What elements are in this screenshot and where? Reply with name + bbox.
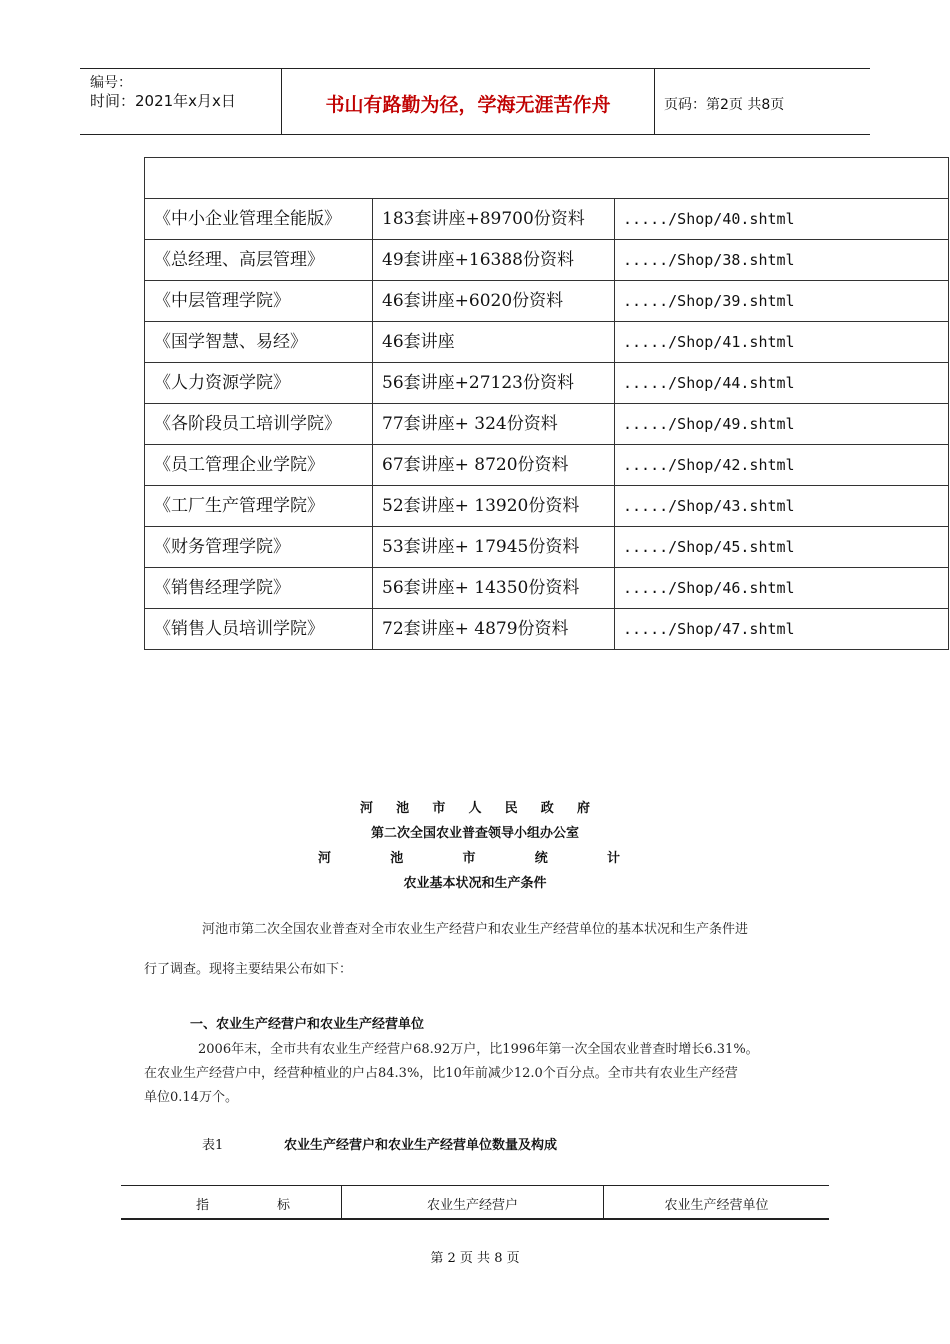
section-paragraph-line: 2006年末，全市共有农业生产经营户68.92万户，比1996年第一次全国农业普查时增长6.31%。 [198,1042,759,1057]
header-char: 标 [276,1198,290,1213]
title-char: 民 [504,801,518,816]
course-name: 《中小企业管理全能版》 [145,199,373,240]
course-link[interactable]: ...../Shop/39.shtml [615,281,949,322]
course-name: 《财务管理学院》 [145,527,373,568]
title-char: 池 [390,851,404,866]
course-content: 46套讲座 [373,322,615,363]
section-paragraph-line: 单位0.14万个。 [144,1090,238,1105]
title-statistics [318,847,620,866]
course-link[interactable]: ...../Shop/47.shtml [615,609,949,650]
blank-cell [145,158,949,199]
table1-header-units: 农业生产经营单位 [664,1198,769,1213]
table-row [145,445,949,486]
title-char: 市 [462,851,476,866]
table1-header-households: 农业生产经营户 [426,1198,518,1213]
header-char: 指 [196,1198,210,1213]
course-name: 《员工管理企业学院》 [145,445,373,486]
title-char: 市 [432,801,446,816]
course-name: 《国学智慧、易经》 [145,322,373,363]
course-link[interactable]: ...../Shop/43.shtml [615,486,949,527]
title-char: 人 [468,801,482,816]
header-number: 编号： [90,75,132,91]
table-row [145,158,949,199]
header-top-rule [80,68,870,69]
course-content: 77套讲座+ 324份资料 [373,404,615,445]
header-divider [654,68,655,135]
course-name: 《各阶段员工培训学院》 [145,404,373,445]
course-name: 《销售人员培训学院》 [145,609,373,650]
title-char: 统 [534,851,548,866]
table1-top-rule [121,1185,829,1186]
table-row [145,281,949,322]
title-char: 府 [576,801,590,816]
table-row [145,199,949,240]
course-name: 《总经理、高层管理》 [145,240,373,281]
page-footer: 第 2 页 共 8 页 [430,1251,520,1266]
table-row [145,240,949,281]
table-row [145,609,949,650]
intro-paragraph-line: 河池市第二次全国农业普查对全市农业生产经营户和农业生产经营单位的基本状况和生产条件进 [202,922,749,937]
table-row [145,322,949,363]
course-content: 49套讲座+16388份资料 [373,240,615,281]
course-content: 46套讲座+6020份资料 [373,281,615,322]
title-char: 计 [606,851,620,866]
course-link[interactable]: ...../Shop/38.shtml [615,240,949,281]
course-link[interactable]: ...../Shop/40.shtml [615,199,949,240]
header-bottom-rule [80,134,870,135]
course-link[interactable]: ...../Shop/46.shtml [615,568,949,609]
section-paragraph-line: 在农业生产经营户中，经营种植业的户占84.3%，比10年前减少12.0个百分点。全市共有农业生产经营 [144,1066,738,1081]
table1-bottom-rule [121,1218,829,1220]
course-link[interactable]: ...../Shop/41.shtml [615,322,949,363]
course-content: 72套讲座+ 4879份资料 [373,609,615,650]
title-government [360,797,590,816]
table-row [145,486,949,527]
title-char: 河 [360,801,374,816]
section-heading: 一、农业生产经营户和农业生产经营单位 [190,1017,425,1032]
header-motto: 书山有路勤为径，学海无涯苦作舟 [325,94,611,116]
title-char: 政 [540,801,554,816]
table-row [145,568,949,609]
table-title: 农业生产经营户和农业生产经营单位数量及构成 [284,1138,558,1153]
course-content: 56套讲座+27123份资料 [373,363,615,404]
title-char: 河 [318,851,332,866]
course-name: 《中层管理学院》 [145,281,373,322]
course-link[interactable]: ...../Shop/44.shtml [615,363,949,404]
title-office: 第二次全国农业普查领导小组办公室 [370,826,579,841]
table1-header-indicator [196,1194,290,1213]
title-report: 农业基本状况和生产条件 [403,876,547,891]
courses-table [144,157,949,650]
course-name: 《工厂生产管理学院》 [145,486,373,527]
intro-paragraph-line: 行了调查。现将主要结果公布如下： [144,962,353,977]
header-page-number: 页码：第2页 共8页 [664,97,785,113]
course-content: 183套讲座+89700份资料 [373,199,615,240]
table-row [145,363,949,404]
course-name: 《销售经理学院》 [145,568,373,609]
course-link[interactable]: ...../Shop/42.shtml [615,445,949,486]
table-label: 表1 [202,1138,224,1153]
course-content: 56套讲座+ 14350份资料 [373,568,615,609]
course-link[interactable]: ...../Shop/45.shtml [615,527,949,568]
course-link[interactable]: ...../Shop/49.shtml [615,404,949,445]
course-content: 53套讲座+ 17945份资料 [373,527,615,568]
header-time: 时间：2021年x月x日 [90,92,236,110]
table-row [145,404,949,445]
course-name: 《人力资源学院》 [145,363,373,404]
course-content: 52套讲座+ 13920份资料 [373,486,615,527]
table-row [145,527,949,568]
course-content: 67套讲座+ 8720份资料 [373,445,615,486]
title-char: 池 [396,801,410,816]
